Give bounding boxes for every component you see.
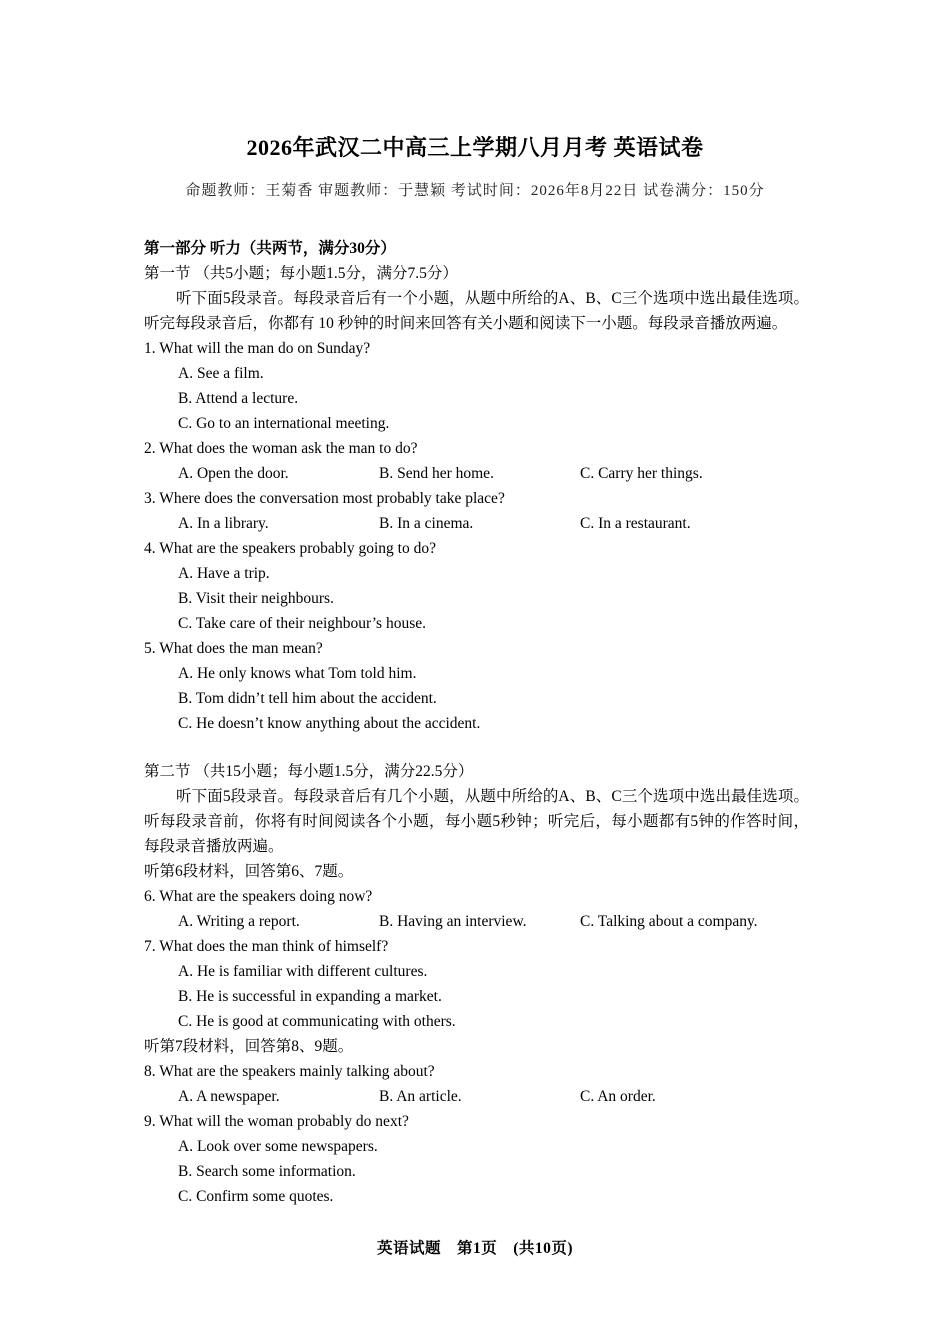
section-instructions: 听下面5段录音。每段录音后有一个小题，从题中所给的A、B、C三个选项中选出最佳选项。听完每段录音后，你都有 10 秒钟的时间来回答有关小题和阅读下一小题。每段录音播放两遍。 — [144, 290, 809, 332]
question-6: 6. What are the speakers doing now? — [144, 888, 373, 905]
question-9: 9. What will the woman probably do next? — [144, 1113, 409, 1130]
option-9c: C. Confirm some quotes. — [178, 1188, 334, 1205]
option-5b: B. Tom didn’t tell him about the accident. — [178, 690, 437, 707]
option-6a: A. Writing a report. — [178, 913, 300, 930]
question-1: 1. What will the man do on Sunday? — [144, 340, 371, 357]
section-gap — [144, 736, 809, 759]
option-9b: B. Search some information. — [178, 1163, 356, 1180]
section2-heading: 第二节 （共15小题；每小题1.5分，满分22.5分） — [144, 763, 474, 780]
option-8a: A. A newspaper. — [178, 1088, 280, 1105]
option-4c: C. Take care of their neighbour’s house. — [178, 615, 426, 632]
option-2c: C. Carry her things. — [580, 465, 703, 482]
option-2a: A. Open the door. — [178, 465, 289, 482]
option-1c: C. Go to an international meeting. — [178, 415, 390, 432]
question-7: 7. What does the man think of himself? — [144, 938, 389, 955]
material-7-note: 听第7段材料，回答第8、9题。 — [144, 1038, 354, 1055]
exam-title: 2026年武汉二中高三上学期八月月考 英语试卷 — [246, 135, 704, 160]
option-5c: C. He doesn’t know anything about the accident. — [178, 715, 481, 732]
option-9a: A. Look over some newspapers. — [178, 1138, 378, 1155]
exam-content — [144, 236, 809, 1209]
option-1b: B. Attend a lecture. — [178, 390, 299, 407]
section2-instructions: 听下面5段录音。每段录音后有几个小题，从题中所给的A、B、C三个选项中选出最佳选项。听每段录音前，你将有时间阅读各个小题，每小题5秒钟；听完后，每小题都有5钟的作答时间，每段录音播放两遍。 — [144, 788, 809, 855]
option-7c: C. He is good at communicating with others. — [178, 1013, 456, 1030]
question-3: 3. Where does the conversation most probably take place? — [144, 490, 505, 507]
option-8c: C. An order. — [580, 1088, 656, 1105]
option-7b: B. He is successful in expanding a market. — [178, 988, 442, 1005]
option-5a: A. He only knows what Tom told him. — [178, 665, 417, 682]
options-6 — [144, 909, 809, 934]
options-3 — [144, 511, 809, 536]
option-3a: A. In a library. — [178, 515, 269, 532]
options-8 — [144, 1084, 809, 1109]
option-4a: A. Have a trip. — [178, 565, 270, 582]
option-1a: A. See a film. — [178, 365, 264, 382]
material-6-note: 听第6段材料，回答第6、7题。 — [144, 863, 354, 880]
page-footer: 英语试题 第1页 (共10页) — [376, 1240, 574, 1257]
option-8b: B. An article. — [379, 1088, 462, 1105]
option-7a: A. He is familiar with different cultures. — [178, 963, 428, 980]
question-5: 5. What does the man mean? — [144, 640, 323, 657]
option-6b: B. Having an interview. — [379, 913, 527, 930]
option-3b: B. In a cinema. — [379, 515, 474, 532]
option-2b: B. Send her home. — [379, 465, 494, 482]
question-2: 2. What does the woman ask the man to do? — [144, 440, 418, 457]
options-2 — [144, 461, 809, 486]
option-3c: C. In a restaurant. — [580, 515, 691, 532]
part-heading: 第一部分 听力（共两节，满分30分） — [144, 240, 396, 257]
exam-info: 命题教师：王菊香 审题教师：于慧颖 考试时间：2026年8月22日 试卷满分：150分 — [185, 183, 765, 199]
question-4: 4. What are the speakers probably going to do? — [144, 540, 436, 557]
option-4b: B. Visit their neighbours. — [178, 590, 334, 607]
option-6c: C. Talking about a company. — [580, 913, 758, 930]
section-heading: 第一节 （共5小题；每小题1.5分，满分7.5分） — [144, 265, 458, 282]
question-8: 8. What are the speakers mainly talking about? — [144, 1063, 435, 1080]
